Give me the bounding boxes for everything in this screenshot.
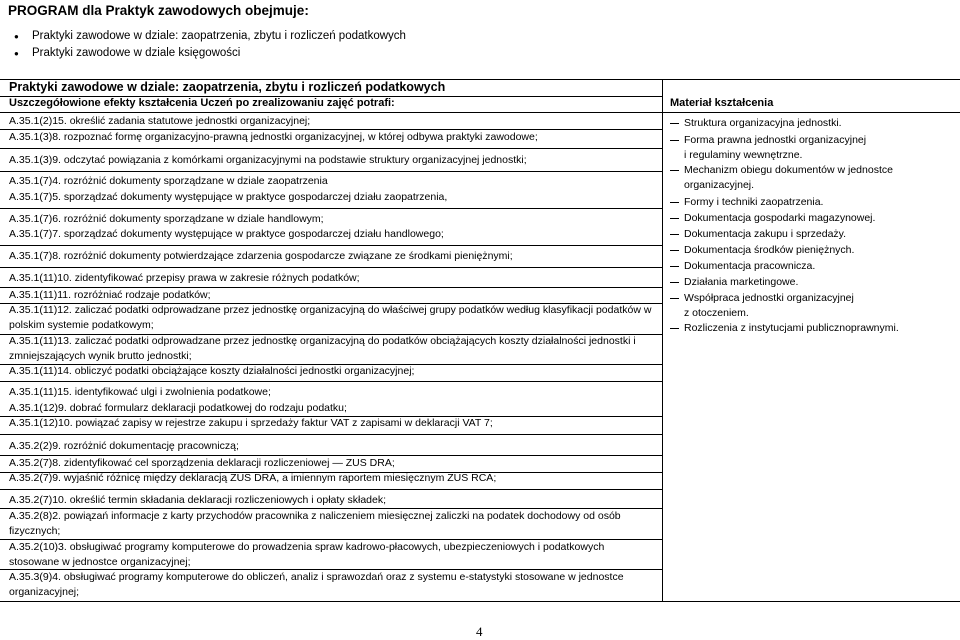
- material-item: z otoczeniem.: [684, 307, 749, 319]
- page-number: 4: [476, 624, 483, 639]
- table-border-bottom: [0, 601, 960, 602]
- material-item: Dokumentacja pracownicza.: [670, 259, 958, 274]
- material-item: Forma prawna jednostki organizacyjnej: [670, 133, 958, 148]
- bullet-list: [12, 28, 406, 62]
- effect-row: A.35.2(7)10. określić termin składania deklaracji rozliczeniowych i opłaty składek;: [9, 494, 387, 506]
- material-item: Rozliczenia z instytucjami publicznoprawnymi.: [670, 321, 958, 336]
- section-title: Praktyki zawodowe w dziale: zaopatrzenia, zbytu i rozliczeń podatkowych: [9, 80, 446, 94]
- effect-row: A.35.1(7)6. rozróżnić dokumenty sporządzane w dziale handlowym;: [9, 213, 324, 225]
- divider: [0, 434, 662, 435]
- divider: [0, 489, 662, 490]
- effect-row: A.35.1(11)15. identyfikować ulgi i zwolnienia podatkowe;: [9, 386, 271, 398]
- effect-row: A.35.1(7)4. rozróżnić dokumenty sporządzane w dziale zaopatrzenia: [9, 175, 328, 187]
- effect-row: A.35.2(7)9. wyjaśnić różnicę między deklaracją ZUS DRA, a imiennym raportem miesięcznym ZUS RCA;: [9, 472, 497, 484]
- column-divider: [662, 79, 663, 601]
- effect-row: A.35.1(11)14. obliczyć podatki obciążające koszty działalności jednostki organizacyjnej;: [9, 365, 415, 377]
- material-item: Dokumentacja gospodarki magazynowej.: [670, 211, 958, 226]
- effect-row: A.35.1(2)15. określić zadania statutowe jednostki organizacyjnej;: [9, 115, 311, 127]
- effect-row: A.35.1(12)10. powiązać zapisy w rejestrze zakupu i sprzedaży faktur VAT z zapisami w deklaracji VAT 7;: [9, 417, 493, 429]
- material-item: Dokumentacja zakupu i sprzedaży.: [670, 227, 958, 242]
- effect-row: A.35.1(7)8. rozróżnić dokumenty potwierdzające zdarzenia gospodarcze związane ze środkami pieniężnymi;: [9, 250, 513, 262]
- divider: [0, 171, 662, 172]
- effect-row: A.35.1(12)9. dobrać formularz deklaracji podatkowej do rodzaju podatku;: [9, 402, 347, 414]
- bullet-item: ● Praktyki zawodowe w dziale księgowości: [12, 45, 406, 62]
- effect-row: A.35.1(11)10. zidentyfikować przepisy prawa w zakresie różnych podatków;: [9, 272, 360, 284]
- material-item: Działania marketingowe.: [670, 275, 958, 290]
- material-item: Formy i techniki zaopatrzenia.: [670, 195, 958, 210]
- material-item: Mechanizm obiegu dokumentów w jednostce organizacyjnej.: [670, 163, 958, 193]
- effect-row: A.35.1(3)9. odczytać powiązania z komórkami organizacyjnymi na podstawie struktury organizacyjnej jednostki;: [9, 154, 527, 166]
- effect-row: A.35.1(11)12. zaliczać podatki odprowadzane przez jednostkę organizacyjną do właściwej grupy podatków według klasyfikacji podatków w polskim systemie podatkowym;: [9, 304, 652, 331]
- bullet-item: ● Praktyki zawodowe w dziale: zaopatrzenia, zbytu i rozliczeń podatkowych: [12, 28, 406, 45]
- page-title: PROGRAM dla Praktyk zawodowych obejmuje:: [8, 3, 309, 18]
- divider: [0, 245, 662, 246]
- effect-row: A.35.1(11)11. rozróżniać rodzaje podatków;: [9, 289, 211, 301]
- effect-row: A.35.2(2)9. rozróżnić dokumentację pracowniczą;: [9, 440, 239, 452]
- divider: [0, 381, 662, 382]
- effect-row: A.35.2(8)2. powiązań informacje z karty przychodów pracownika z naliczeniem miesięcznej zaliczki na podatek dochodowy od osób fizycznych;: [9, 510, 621, 537]
- divider: [0, 208, 662, 209]
- effect-row: A.35.1(7)7. sporządzać dokumenty występujące w praktyce gospodarczej działu handlowego;: [9, 228, 444, 240]
- effect-row: A.35.1(3)8. rozpoznać formę organizacyjno-prawną jednostki organizacyjnej, w której odbywa praktyki zawodowe;: [9, 131, 538, 143]
- effect-row: A.35.1(7)5. sporządzać dokumenty występujące w praktyce gospodarczej działu zaopatrzenia,: [9, 191, 448, 203]
- effect-row: A.35.2(10)3. obsługiwać programy komputerowe do prowadzenia spraw kadrowo-płacowych, ubezpieczeniowych i podatkowych stosowane w jednostce organizacyjnej;: [9, 541, 605, 568]
- effect-row: A.35.2(7)8. zidentyfikować cel sporządzenia deklaracji rozliczeniowej — ZUS DRA;: [9, 457, 395, 469]
- effect-row: A.35.1(11)13. zaliczać podatki odprowadzane przez jednostkę organizacyjną do podatków obciążających koszty działalności jednostki i zmniejszających wynik brutto jednostki;: [9, 335, 636, 362]
- materials-column-header: Materiał kształcenia: [670, 97, 774, 109]
- material-item: i regulaminy wewnętrzne.: [684, 149, 803, 161]
- material-item: Dokumentacja środków pieniężnych.: [670, 243, 958, 258]
- divider: [0, 267, 662, 268]
- material-item: Struktura organizacyjna jednostki.: [670, 116, 958, 131]
- effect-row: A.35.3(9)4. obsługiwać programy komputerowe do obliczeń, analiz i sprawozdań oraz z systemu e-statystyki stosowane w jednostce organizacyjnej;: [9, 571, 624, 598]
- divider: [0, 148, 662, 149]
- material-item: Współpraca jednostki organizacyjnej: [670, 291, 958, 306]
- effects-column-header: Uszczegółowione efekty kształcenia Uczeń po zrealizowaniu zajęć potrafi:: [9, 97, 395, 109]
- materials-list: [670, 112, 958, 336]
